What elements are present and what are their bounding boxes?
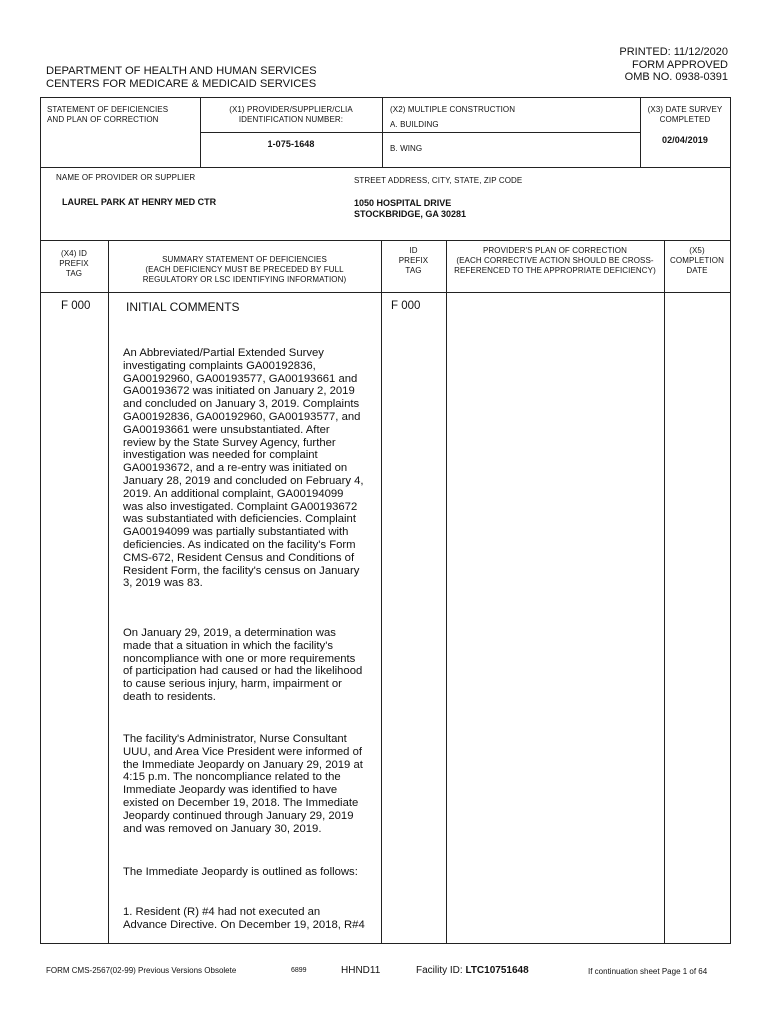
- text-line: was also investigated. Complaint GA00193672: [123, 500, 358, 513]
- paragraph-4: [123, 866, 381, 879]
- text-line: An Abbreviated/Partial Extended Survey: [123, 347, 324, 359]
- continuation-note: If continuation sheet Page 1 of 64: [588, 967, 708, 976]
- text-line: January 28, 2019 and concluded on February 4,: [123, 474, 364, 487]
- text-line: The facility's Administrator, Nurse Consultant: [123, 733, 347, 745]
- paragraph-5: [123, 906, 381, 932]
- id-prefix-header: ID PREFIX TAG: [398, 246, 429, 275]
- provider-name: LAUREL PARK AT HENRY MED CTR: [62, 197, 217, 207]
- text-line: of participation had caused or had the likelihood: [123, 665, 363, 678]
- paragraph-1: [123, 347, 381, 590]
- initial-comments-heading: INITIAL COMMENTS: [126, 300, 240, 314]
- p2-lines: [123, 627, 381, 704]
- completion-header: (X5) COMPLETION DATE: [670, 246, 724, 275]
- text-line: and concluded on January 3, 2019. Complaints: [123, 398, 360, 411]
- x1-label: (X1) PROVIDER/SUPPLIER/CLIA IDENTIFICATION NUMBER:: [229, 105, 353, 124]
- text-line: GA00194099 was partially substantiated with: [123, 526, 349, 539]
- form-approved: FORM APPROVED: [632, 58, 728, 71]
- facility-id: [416, 965, 529, 976]
- text-line: noncompliance with one or more requirements: [123, 652, 356, 665]
- text-line: and was removed on January 30, 2019.: [123, 822, 322, 835]
- col-line-3: [446, 240, 447, 943]
- text-line: 2019. An additional complaint, GA00194099: [123, 487, 344, 500]
- footer-code-1: 6899: [291, 967, 307, 974]
- text-line: to cause serious injury, harm, impairment or: [123, 678, 342, 691]
- frame-top: [40, 97, 731, 98]
- p4-lines: [123, 866, 381, 879]
- text-line: GA00193672 was initiated on January 2, 2019: [123, 385, 355, 398]
- facility-id-label: Facility ID:: [416, 965, 463, 976]
- text-line: investigating complaints GA00192836,: [123, 359, 316, 372]
- divider-building: [382, 132, 640, 133]
- facility-id-value: LTC10751648: [465, 965, 529, 976]
- col-line-4: [664, 240, 665, 943]
- left-prefix-tag: F 000: [61, 300, 91, 312]
- address-street: 1050 HOSPITAL DRIVE: [354, 198, 452, 208]
- x2-building: A. BUILDING: [390, 120, 439, 129]
- text-line: GA00193661 were unsubstantiated. After: [123, 423, 330, 436]
- text-line: GA00192836, GA00192960, GA00193577, and: [123, 410, 361, 423]
- text-line: 3, 2019 was 83.: [123, 577, 203, 590]
- survey-date: 02/04/2019: [661, 135, 709, 145]
- text-line: was substantiated with deficiencies. Complaint: [123, 513, 356, 526]
- department-header: [46, 65, 317, 91]
- text-line: review by the State Survey Agency, further: [123, 436, 336, 449]
- frame-left: [40, 97, 41, 944]
- text-line: GA00192960, GA00193577, GA00193661 and: [123, 372, 358, 385]
- plan-header: PROVIDER'S PLAN OF CORRECTION (EACH CORRECTIVE ACTION SHOULD BE CROSS- REFERENCED TO THE APPROPRIATE DEFICIENCY): [454, 246, 656, 275]
- frame-right: [730, 97, 731, 944]
- p5-lines: [123, 906, 381, 932]
- paragraph-3: [123, 733, 381, 835]
- x2-wing: B. WING: [390, 144, 423, 153]
- statement-label: STATEMENT OF DEFICIENCIES AND PLAN OF CORRECTION: [47, 105, 169, 124]
- footer-code-2: HHND11: [341, 965, 381, 976]
- provider-label: NAME OF PROVIDER OR SUPPLIER: [56, 173, 196, 182]
- p1-lines: [123, 347, 381, 590]
- department-line-2: CENTERS FOR MEDICARE & MEDICAID SERVICES: [46, 78, 317, 90]
- frame-bottom: [40, 943, 731, 944]
- form-number: FORM CMS-2567(02-99) Previous Versions Obsolete: [46, 966, 237, 975]
- address-city: STOCKBRIDGE, GA 30281: [354, 209, 467, 219]
- text-line: investigation was needed for complaint: [123, 449, 318, 462]
- address-block: [354, 198, 466, 220]
- divider-col-header-bottom: [40, 292, 731, 293]
- text-line: Immediate Jeopardy was identified to have: [123, 784, 338, 797]
- divider-col-header-top: [40, 240, 731, 241]
- right-prefix-tag: F 000: [391, 300, 421, 312]
- text-line: made that a situation in which the facility's: [123, 639, 334, 652]
- paragraph-2: [123, 627, 381, 704]
- printed-date: PRINTED: 11/12/2020: [619, 46, 728, 58]
- text-line: On January 29, 2019, a determination was: [123, 627, 336, 639]
- address-label: STREET ADDRESS, CITY, STATE, ZIP CODE: [354, 176, 523, 185]
- divider-x1-mid: [200, 132, 382, 133]
- text-line: UUU, and Area Vice President were informed of: [123, 745, 363, 758]
- text-line: Advance Directive. On December 19, 2018, R#4: [123, 918, 365, 931]
- col-line-1: [108, 240, 109, 943]
- text-line: existed on December 19, 2018. The Immediate: [123, 796, 359, 809]
- text-line: 1. Resident (R) #4 had not executed an: [123, 906, 321, 918]
- x3-label: (X3) DATE SURVEY COMPLETED: [647, 105, 723, 124]
- text-line: Resident Form, the facility's census on January: [123, 564, 360, 577]
- p3-lines: [123, 733, 381, 835]
- text-line: Jeopardy continued through January 29, 2019: [123, 809, 354, 822]
- omb-number: OMB NO. 0938-0391: [624, 71, 728, 83]
- x4-header: (X4) ID PREFIX TAG: [59, 249, 89, 278]
- col-line-2: [381, 240, 382, 943]
- text-line: The Immediate Jeopardy is outlined as follows:: [123, 866, 358, 878]
- text-line: death to residents.: [123, 690, 216, 703]
- summary-header: SUMMARY STATEMENT OF DEFICIENCIES (EACH DEFICIENCY MUST BE PRECEDED BY FULL REGULATORY OR LSC IDENTIFYING INFORMATION): [142, 255, 347, 284]
- text-line: the Immediate Jeopardy on January 29, 2019 at: [123, 758, 363, 771]
- provider-id: 1-075-1648: [267, 139, 315, 149]
- print-info: [619, 46, 728, 84]
- text-line: 4:15 p.m. The noncompliance related to the: [123, 771, 341, 784]
- department-line-1: DEPARTMENT OF HEALTH AND HUMAN SERVICES: [46, 65, 317, 77]
- text-line: GA00193672, and a re-entry was initiated on: [123, 462, 348, 475]
- x2-label: (X2) MULTIPLE CONSTRUCTION: [390, 105, 516, 114]
- divider-top-box: [40, 167, 731, 168]
- text-line: deficiencies. As indicated on the facility's Form: [123, 538, 356, 551]
- text-line: CMS-672, Resident Census and Conditions of: [123, 551, 355, 564]
